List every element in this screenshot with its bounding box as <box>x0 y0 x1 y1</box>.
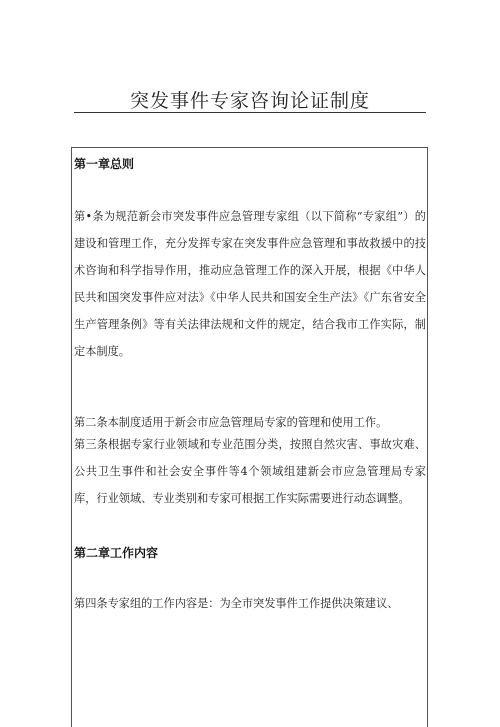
title-underline <box>74 112 426 113</box>
article-1: 第•条为规范新会市突发事件应急管理专家组（以下简称“专家组”）的建设和管理工作，充分发挥专家在突发事件应急管理和事故救援中的技术咨询和科学指导作用，推动应急管理工作的深入开展，根据《中华人民共和国突发事件应对法》《中华人民共和国安全生产法》《广东省安全生产管理条例》等有关法律法规和文件的规定，结合我市工作实际，制定本制度。 <box>74 210 426 358</box>
article-2: 第二条本制度适用于新会市应急管理局专家的管理和使用工作。 <box>74 416 388 429</box>
chapter-1-heading: 第一章总则 <box>74 157 135 171</box>
article-4: 第四条专家组的工作内容是：为全市突发事件工作提供决策建议、 <box>74 597 399 610</box>
chapter-2-heading: 第二章工作内容 <box>74 546 159 560</box>
article-3: 第三条根据专家行业领域和专业范围分类，按照自然灾害、事故灾难、公共卫生事件和社会安全事件等4个领域组建新会市应急管理局专家库，行业领域、专业类别和专家可根据工作实际需要进行动态调整。 <box>74 438 426 505</box>
document-title: 突发事件专家咨询论证制度 <box>129 90 370 112</box>
